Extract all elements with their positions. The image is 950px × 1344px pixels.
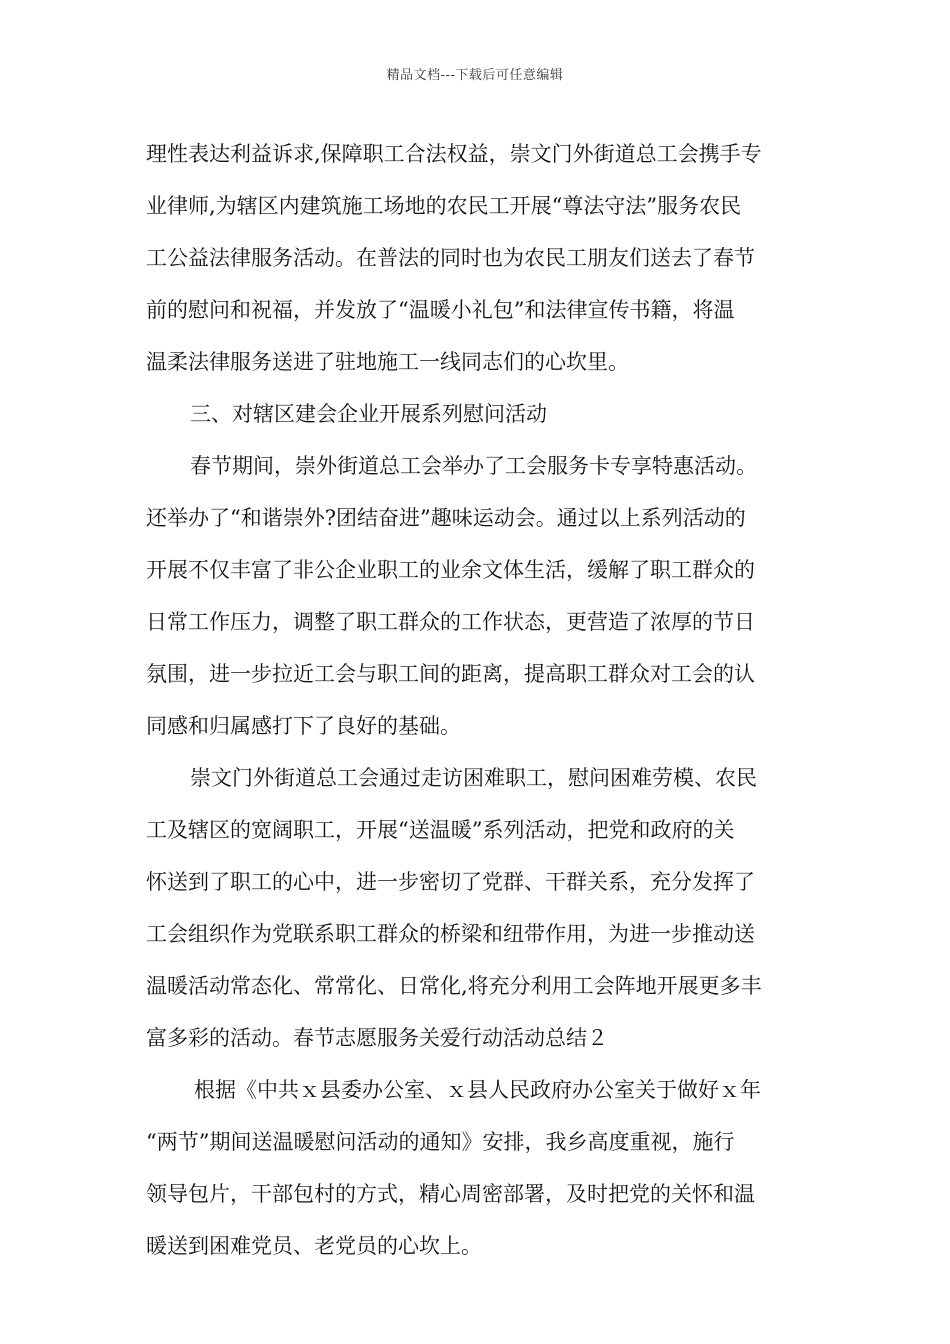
text-line: 工及辖区的宽阔职工，开展“送温暖”系列活动，把党和政府的关 [146, 818, 735, 842]
text-line: 领导包片，干部包村的方式，精心周密部署，及时把党的关怀和温 [146, 1182, 755, 1206]
text-line: 怀送到了职工的心中，进一步密切了党群、干群关系，充分发挥了 [146, 870, 755, 894]
text-line: 根据《中共ｘ县委办公室、ｘ县人民政府办公室关于做好ｘ年 [194, 1078, 761, 1102]
document-body [146, 128, 816, 1272]
text-line: 同感和归属感打下了良好的基础。 [146, 714, 461, 738]
text-line: 业律师,为辖区内建筑施工场地的农民工开展“尊法守法”服务农民 [146, 194, 742, 218]
text-line: 春节期间，崇外街道总工会举办了工会服务卡专享特惠活动。 [190, 454, 757, 478]
text-line: 还举办了“和谐崇外?团结奋进”趣味运动会。通过以上系列活动的 [146, 506, 746, 530]
text-line: 开展不仅丰富了非公企业职工的业余文体生活，缓解了职工群众的 [146, 558, 755, 582]
text-line: 工公益法律服务活动。在普法的同时也为农民工朋友们送去了春节 [146, 246, 755, 270]
text-line: “两节”期间送温暖慰问活动的通知》安排，我乡高度重视，施行 [146, 1130, 735, 1154]
text-line: 工会组织作为党联系职工群众的桥梁和纽带作用，为进一步推动送 [146, 922, 755, 946]
text-line: 前的慰问和祝福，并发放了“温暖小礼包”和法律宣传书籍，将温 [146, 298, 735, 322]
text-line: 暖送到困难党员、老党员的心坎上。 [146, 1234, 482, 1258]
page-header: 精品文档---下载后可任意编辑 [386, 68, 564, 83]
text-line: 崇文门外街道总工会通过走访困难职工，慰问困难劳模、农民 [190, 766, 757, 790]
text-line: 富多彩的活动。春节志愿服务关爱行动活动总结２ [146, 1026, 608, 1050]
text-line: 日常工作压力，调整了职工群众的工作状态，更营造了浓厚的节日 [146, 610, 755, 634]
text-line: 温柔法律服务送进了驻地施工一线同志们的心坎里。 [146, 350, 629, 374]
text-line: 温暖活动常态化、常常化、日常化,将充分利用工会阵地开展更多丰 [146, 974, 762, 998]
text-line: 理性表达利益诉求,保障职工合法权益，崇文门外街道总工会携手专 [146, 142, 762, 166]
text-line: 氛围，进一步拉近工会与职工间的距离，提高职工群众对工会的认 [146, 662, 755, 686]
section-heading: 三、对辖区建会企业开展系列慰问活动 [190, 402, 547, 426]
